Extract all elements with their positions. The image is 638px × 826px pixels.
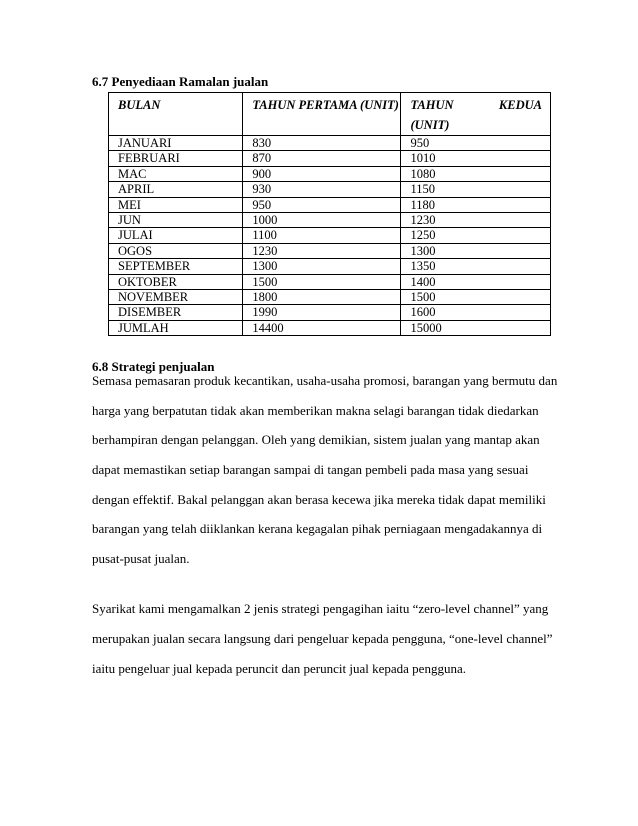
- header-tahun-kedua-top: [410, 98, 550, 112]
- cell-tahun-pertama: 1100: [243, 228, 401, 243]
- cell-tahun-kedua: 1350: [401, 259, 551, 274]
- section-heading-6-7: 6.7 Penyediaan Ramalan jualan: [92, 74, 269, 89]
- cell-tahun-pertama: 1800: [243, 290, 401, 305]
- paragraph-line: Semasa pemasaran produk kecantikan, usaha-usaha promosi, barangan yang bermutu dan: [92, 373, 558, 388]
- table-row: [109, 151, 551, 166]
- cell-tahun-kedua: 1600: [401, 305, 551, 320]
- paragraph-line: dengan effektif. Bakal pelanggan akan berasa kecewa jika mereka tidak dapat memiliki: [92, 491, 546, 507]
- cell-bulan: JULAI: [109, 228, 243, 243]
- cell-tahun-kedua: 15000: [401, 320, 551, 335]
- cell-bulan: DISEMBER: [109, 305, 243, 320]
- paragraph-line: dapat memastikan setiap barangan sampai di tangan pembeli pada masa yang sesuai: [92, 462, 529, 478]
- paragraph-line: barangan yang telah diiklankan kerana kegagalan pihak perniagaan mengadakannya di: [92, 521, 543, 537]
- cell-bulan: SEPTEMBER: [109, 259, 243, 274]
- table-row: [109, 243, 551, 258]
- table-row: [109, 274, 551, 289]
- header-unit-word: (UNIT): [410, 118, 450, 133]
- cell-bulan: MAC: [109, 166, 243, 181]
- cell-tahun-pertama: 870: [243, 151, 401, 166]
- cell-tahun-pertama: 1000: [243, 213, 401, 228]
- header-tahun-pertama: TAHUN PERTAMA (UNIT): [243, 93, 401, 136]
- cell-tahun-kedua: 1080: [401, 166, 551, 181]
- table-row: [109, 305, 551, 320]
- sales-forecast-table: [108, 92, 551, 336]
- section-heading-6-8: 6.8 Strategi penjualan: [92, 359, 215, 374]
- cell-tahun-pertama: 830: [243, 136, 401, 151]
- cell-tahun-pertama: 900: [243, 166, 401, 181]
- cell-bulan: JUN: [109, 213, 243, 228]
- cell-tahun-pertama: 950: [243, 197, 401, 212]
- paragraph-line: pusat-pusat jualan.: [92, 551, 190, 567]
- cell-bulan: FEBRUARI: [109, 151, 243, 166]
- cell-tahun-pertama: 1230: [243, 243, 401, 258]
- paragraph-strategi-1: [92, 373, 562, 581]
- cell-tahun-kedua: 1180: [401, 197, 551, 212]
- cell-bulan: JUMLAH: [109, 320, 243, 335]
- cell-tahun-kedua: 1500: [401, 290, 551, 305]
- paragraph-line: harga yang berpatutan tidak akan memberikan makna selagi barangan tidak diedarkan: [92, 402, 539, 418]
- table-row: [109, 259, 551, 274]
- cell-tahun-kedua: 1300: [401, 243, 551, 258]
- header-kedua-word: KEDUA: [498, 98, 542, 112]
- cell-tahun-kedua: 1230: [401, 213, 551, 228]
- cell-bulan: APRIL: [109, 182, 243, 197]
- table-row: [109, 197, 551, 212]
- cell-tahun-pertama: 1990: [243, 305, 401, 320]
- header-bulan: BULAN: [109, 93, 243, 136]
- table-row: [109, 166, 551, 181]
- cell-bulan: JANUARI: [109, 136, 243, 151]
- table-row: [109, 136, 551, 151]
- header-tahun-kedua: [401, 93, 551, 136]
- cell-tahun-kedua: 950: [401, 136, 551, 151]
- cell-tahun-kedua: 1150: [401, 182, 551, 197]
- cell-bulan: NOVEMBER: [109, 290, 243, 305]
- paragraph-line: berhampiran dengan pelanggan. Oleh yang demikian, sistem jualan yang mantap akan: [92, 432, 540, 448]
- table-row: [109, 290, 551, 305]
- cell-bulan: OGOS: [109, 243, 243, 258]
- cell-tahun-kedua: 1400: [401, 274, 551, 289]
- table-row: [109, 182, 551, 197]
- cell-tahun-pertama: 1300: [243, 259, 401, 274]
- cell-tahun-pertama: 1500: [243, 274, 401, 289]
- cell-tahun-kedua: 1010: [401, 151, 551, 166]
- table-header-row: [109, 93, 551, 136]
- paragraph-line: iaitu pengeluar jual kepada peruncit dan peruncit jual kepada pengguna.: [92, 661, 466, 676]
- paragraph-line: Syarikat kami mengamalkan 2 jenis strategi pengagihan iaitu “zero-level channel” yang: [92, 601, 549, 616]
- cell-tahun-kedua: 1250: [401, 228, 551, 243]
- cell-tahun-pertama: 930: [243, 182, 401, 197]
- cell-bulan: OKTOBER: [109, 274, 243, 289]
- table-row: [109, 320, 551, 335]
- table-row: [109, 228, 551, 243]
- table-body: [109, 136, 551, 336]
- cell-tahun-pertama: 14400: [243, 320, 401, 335]
- paragraph-strategi-2: [92, 601, 562, 691]
- header-tahun-word: TAHUN: [410, 98, 454, 112]
- paragraph-line: merupakan jualan secara langsung dari pengeluar kepada pengguna, “one-level channel”: [92, 631, 553, 646]
- cell-bulan: MEI: [109, 197, 243, 212]
- table-row: [109, 213, 551, 228]
